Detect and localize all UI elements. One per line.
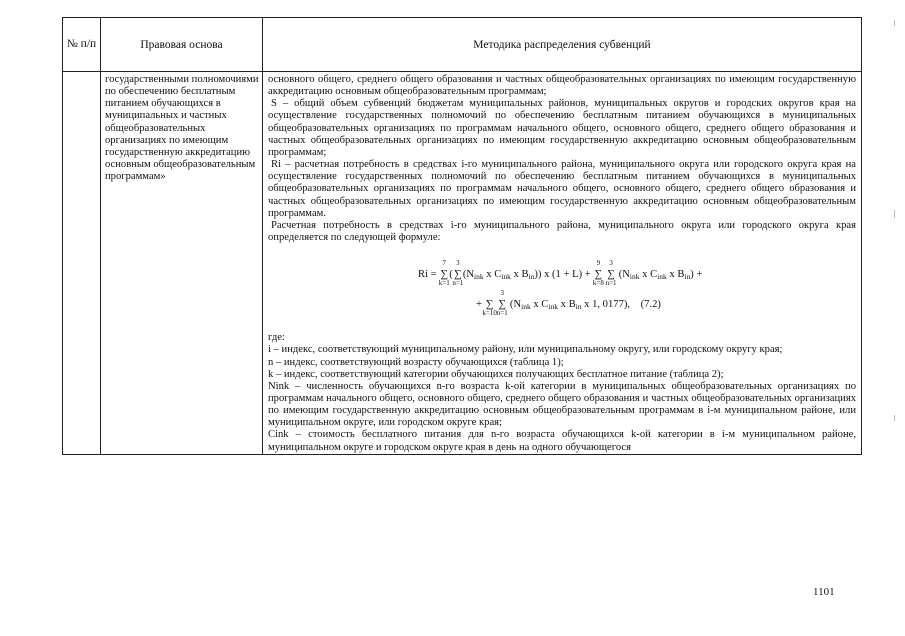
header-legal-basis: Правовая основа bbox=[101, 18, 263, 72]
cell-methodology bbox=[263, 72, 862, 455]
definition-k: k – индекс, соответствующий категории обучающихся получающих бесплатное питание (таблица 2); bbox=[268, 368, 724, 380]
cell-number bbox=[63, 72, 101, 455]
sum-symbol: ∑ 3 n=1 bbox=[452, 259, 464, 288]
definition-i: i – индекс, соответствующий муниципальному району, или муниципальному округу, или городскому округу края; bbox=[268, 344, 783, 356]
definition-cink: Cink – стоимость бесплатного питания для n-го возраста обучающихся k-ой категории в i-м муниципальном районе, муниципальном округе и городском округе края в день на одного обучающегося bbox=[268, 429, 856, 453]
paragraph-s-definition: S – общий объем субвенций бюджетам муниципальных районов, муниципальных округов и городских округов края на осуществление государственных полномочий по обеспечению бесплатным питанием обучающихся в муниципальных общеобразовательных организациях по программам начального общего, основного общего, среднего общего образования и частных общеобразовательных организациях по имеющим государственную аккредитацию основным общеобразовательным программам; bbox=[268, 98, 856, 158]
table-row bbox=[63, 72, 862, 455]
subvention-table bbox=[62, 17, 862, 455]
table-header-row bbox=[63, 18, 862, 72]
formula-number: (7.2) bbox=[640, 299, 661, 311]
paragraph-ri-definition: Ri – расчетная потребность в средствах i-го муниципального района, муниципального округа или городского округа края на осуществление государственных полномочий по обеспечению бесплатным питанием обучающихся в муниципальных общеобразовательных организациях по программам начального общего, основного общего, среднего общего образования и частных общеобразовательных организациях по имеющим государственную аккредитацию основным общеобразовательным программам. bbox=[268, 159, 856, 219]
sum-symbol: ∑ 3 n=1 bbox=[605, 259, 617, 288]
scan-edge-mark bbox=[894, 210, 895, 218]
formula-block bbox=[268, 244, 856, 332]
sum-symbol: ∑ 7 k=1 bbox=[438, 259, 450, 288]
page-number: 1101 bbox=[813, 586, 835, 598]
header-number: № п/п bbox=[63, 18, 101, 72]
sum-symbol: ∑ 9 k=8 bbox=[592, 259, 604, 288]
header-methodology: Методика распределения субвенций bbox=[263, 18, 862, 72]
definition-n: n – индекс, соответствующий возрасту обучающихся (таблица 1); bbox=[268, 356, 564, 368]
formula-line-1: Ri = ∑ 7 k=1 (∑ 3 n=1 ($N_{ink}$ x $C_{ink}$ x $B_{in}$)) x (1 + L) + ∑ 9 k=8 ∑ 3 n=1 ($N_{ink}$ x $C_{ink}$ x $B_{in}$) + bbox=[418, 259, 703, 288]
scan-edge-mark bbox=[894, 415, 895, 421]
paragraph-where: где: bbox=[268, 332, 285, 344]
sum-symbol: ∑ k=10 bbox=[482, 299, 497, 318]
definition-nink: Nink – численность обучающихся n-го возраста k-ой категории в муниципальных общеобразовательных организациях по программам начального общего, основного общего, среднего общего образования и частных общеобразовательных организациях по имеющим государственную аккредитацию основным общеобразовательным программам в i-м муниципальном районе, или муниципальном округе, или городском округе края; bbox=[268, 380, 856, 429]
scan-edge-mark bbox=[894, 20, 895, 26]
cell-legal-basis: государственными полномочиями по обеспечению бесплатным питанием обучающихся в муниципальных и частных общеобразовательных организациях по имеющим государственную аккредитацию основным общеобразовательным программам» bbox=[101, 72, 263, 455]
formula-line-2: + ∑ k=10 ∑ 3 n=1 ($N_{ink}$ x $C_{ink}$ x $B_{in}$ x 1, 0177), (7.2) bbox=[476, 289, 661, 318]
sum-symbol: ∑ 3 n=1 bbox=[496, 289, 508, 318]
paragraph-continuation: основного общего, среднего общего образования и частных общеобразовательных организациях по имеющим государственную аккредитацию основным общеобразовательным программам; bbox=[268, 74, 856, 98]
paragraph-formula-intro: Расчетная потребность в средствах i-го муниципального района, муниципального округа или городского округа края определяется по следующей формуле: bbox=[268, 219, 856, 244]
